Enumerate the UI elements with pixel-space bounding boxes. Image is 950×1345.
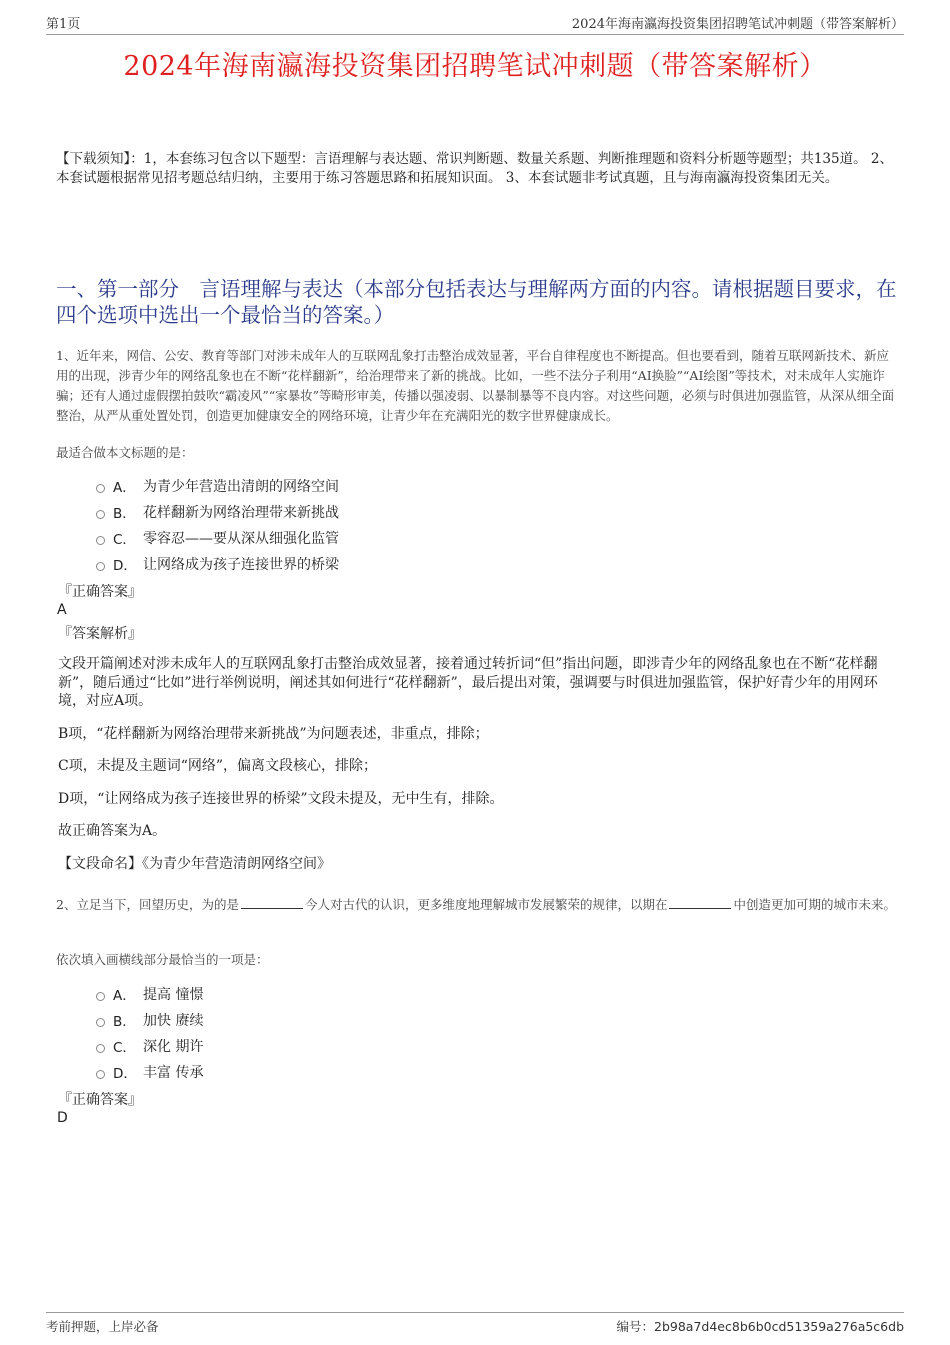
question-2-options bbox=[96, 981, 203, 1085]
page-title: 2024年海南瀛海投资集团招聘笔试冲刺题（带答案解析） bbox=[123, 51, 827, 82]
option-b[interactable]: B． 加快 赓续 bbox=[96, 1007, 203, 1033]
question-1-answer-label: 『正确答案』 bbox=[58, 584, 142, 600]
page-footer bbox=[46, 1312, 904, 1335]
option-c[interactable]: C． 深化 期许 bbox=[96, 1033, 203, 1059]
radio-icon[interactable] bbox=[96, 536, 105, 545]
question-2-prompt: 依次填入画横线部分最恰当的一项是： bbox=[56, 952, 269, 967]
analysis-paragraph: 文段开篇阐述对涉未成年人的互联网乱象打击整治成效显著，接着通过转折词“但”指出问题，即涉青少年的网络乱象也在不断“花样翻新”，随后通过“比如”进行举例说明，阐述其如何进行“花样翻新”，最后提出对策，强调要与时俱进加强监管，保护好青少年的用网环境，对应A项。 bbox=[58, 656, 878, 709]
analysis-paragraph: 故正确答案为A。 bbox=[58, 823, 167, 839]
question-1-prompt: 最适合做本文标题的是： bbox=[56, 445, 194, 460]
radio-icon[interactable] bbox=[96, 1018, 105, 1027]
radio-icon[interactable] bbox=[96, 562, 105, 571]
analysis-paragraph: 【文段命名】《为青少年营造清朗网络空间》 bbox=[58, 855, 331, 872]
document-code: 编号：2b98a7d4ec8b6b0cd51359a276a5c6db bbox=[616, 1319, 904, 1334]
option-c[interactable]: C． 零容忍——要从深从细强化监管 bbox=[96, 525, 339, 551]
question-1-text: 1、近年来，网信、公安、教育等部门对涉未成年人的互联网乱象打击整治成效显著，平台自律程度也不断提高。但也要看到，随着互联网新技术、新应用的出现，涉青少年的网络乱象也在不断“花样翻新”，给治理带来了新的挑战。比如，一些不法分子利用“AI换脸”“AI绘图”等技术，对未成年人实施诈骗；还有人通过虚假摆拍鼓吹“霸凌风”“家暴妆”等畸形审美，传播以强凌弱、以暴制暴等不良内容。对这些问题，必须与时俱进加强监管，从深从细全面整治，从严从重处置处罚，创造更加健康安全的网络环境，让青少年在充满阳光的数字世界健康成长。 bbox=[56, 348, 895, 423]
section-title: 一、第一部分 言语理解与表达（本部分包括表达与理解两方面的内容。请根据题目要求，在四个选项中选出一个最恰当的答案。） bbox=[56, 277, 897, 327]
question-2-answer: D bbox=[57, 1110, 68, 1126]
question-1-options bbox=[96, 473, 339, 577]
radio-icon[interactable] bbox=[96, 992, 105, 1001]
option-a[interactable]: A． 为青少年营造出清朗的网络空间 bbox=[96, 473, 339, 499]
radio-icon[interactable] bbox=[96, 1044, 105, 1053]
blank-2 bbox=[669, 896, 731, 909]
question-2-text: 2、立足当下，回望历史，为的是 今人对古代的认识，更多维度地理解城市发展繁荣的规律，以期在 中创造更加可期的城市未来。 bbox=[56, 897, 896, 912]
blank-1 bbox=[241, 896, 303, 909]
radio-icon[interactable] bbox=[96, 1070, 105, 1079]
question-1-answer: A bbox=[57, 602, 67, 618]
analysis-paragraph: C项，未提及主题词“网络”，偏离文段核心，排除； bbox=[58, 758, 378, 774]
download-notice: 【下载须知】：1，本套练习包含以下题型：言语理解与表达题、常识判断题、数量关系题、判断推理题和资料分析题等题型；共135道。 2、本套试题根据常见招考题总结归纳，主要用于练习答题思路和拓展知识面。 3、本套试题非考试真题，且与海南瀛海投资集团无关。 bbox=[56, 151, 893, 186]
question-2-answer-label: 『正确答案』 bbox=[58, 1092, 142, 1108]
question-1-analysis-label: 『答案解析』 bbox=[58, 626, 142, 642]
radio-icon[interactable] bbox=[96, 484, 105, 493]
radio-icon[interactable] bbox=[96, 510, 105, 519]
question-1-analysis bbox=[58, 655, 898, 887]
option-d[interactable]: D． 丰富 传承 bbox=[96, 1059, 203, 1085]
analysis-paragraph: B项，“花样翻新为网络治理带来新挑战”为问题表述，非重点，排除； bbox=[58, 725, 489, 742]
page-number: 第1页 bbox=[46, 17, 81, 32]
page-header bbox=[46, 14, 904, 35]
option-b[interactable]: B． 花样翻新为网络治理带来新挑战 bbox=[96, 499, 339, 525]
analysis-paragraph: D项，“让网络成为孩子连接世界的桥梁”文段未提及，无中生有，排除。 bbox=[58, 790, 504, 807]
footer-slogan: 考前押题，上岸必备 bbox=[46, 1319, 159, 1334]
option-a[interactable]: A． 提高 憧憬 bbox=[96, 981, 203, 1007]
option-d[interactable]: D． 让网络成为孩子连接世界的桥梁 bbox=[96, 551, 339, 577]
header-doc-title: 2024年海南瀛海投资集团招聘笔试冲刺题（带答案解析） bbox=[571, 17, 904, 32]
